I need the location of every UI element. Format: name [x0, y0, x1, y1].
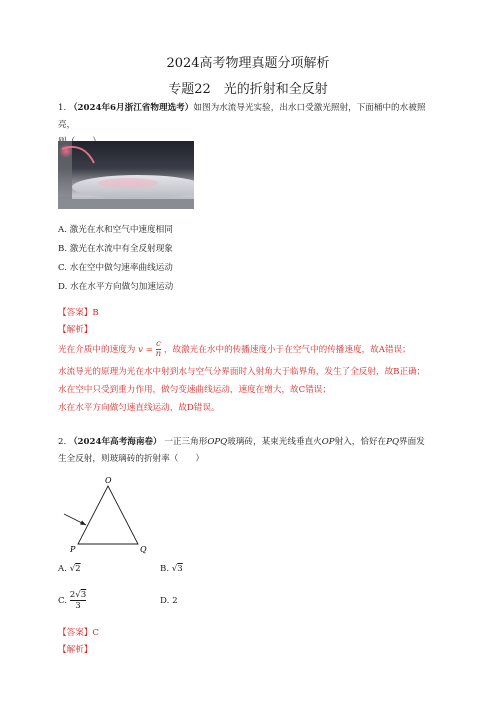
- q1-option-b: B. 激光在水流中有全反射现象: [58, 244, 173, 254]
- option-value: 2: [172, 596, 178, 606]
- vertex-q-label: Q: [140, 545, 147, 554]
- q2-stem-text: 界面发: [398, 437, 425, 447]
- q1-answer: 【答案】B: [58, 308, 99, 318]
- option-letter: D.: [160, 596, 170, 606]
- document-subtitle: 专题22 光的折射和全反射: [168, 82, 328, 97]
- q2-option-c: [58, 590, 86, 611]
- q1-experiment-photo: [58, 141, 194, 209]
- vertex-o-label: O: [105, 476, 112, 485]
- q1-analysis-label: 【解析】: [58, 325, 93, 335]
- ray-arrow-icon: [80, 521, 86, 526]
- option-letter: B.: [160, 564, 170, 574]
- option-letter: C.: [58, 596, 68, 606]
- analysis-text: ，故激光在水中的传播速度小于在空气中的传播速度，故A错误；: [163, 345, 411, 355]
- q2-source: （2024年高考海南卷）: [68, 437, 162, 447]
- q2-stem-line2: 生全反射，则玻璃砖的折射率（ ）: [58, 454, 205, 464]
- sqrt-icon: √: [69, 564, 76, 574]
- q2-option-d: [160, 595, 178, 607]
- fraction-2sqrt3-over-3: [70, 590, 86, 611]
- fraction-denominator: 3: [70, 600, 86, 611]
- q1-option-c: C. 水在空中做匀速率曲线运动: [58, 263, 173, 273]
- option-value: 2: [75, 564, 81, 574]
- q2-option-a: [58, 563, 81, 575]
- numerator-coefficient: 2: [69, 590, 76, 600]
- document-title: 2024高考物理真题分项解析: [166, 56, 330, 71]
- q2-side-pq: PQ: [386, 437, 399, 447]
- q1-number: 1.: [58, 103, 67, 113]
- sqrt-icon: √: [75, 590, 81, 600]
- q2-triangle-name: OPQ: [207, 437, 228, 447]
- q2-stem-text: 玻璃砖，某束光线垂直火: [227, 437, 322, 447]
- q2-stem: [58, 434, 442, 468]
- velocity-symbol: v: [138, 345, 143, 355]
- q1-analysis-line1: [58, 340, 411, 359]
- q2-answer: 【答案】C: [58, 628, 99, 638]
- q1-stem-line1: 如图为水流导光实验，出水口受激光照射，下面桶中的水被照亮，: [58, 103, 426, 130]
- q2-stem-text: 一正三角形: [164, 437, 208, 447]
- q1-source: （2024年6月浙江省物理选考）: [68, 103, 194, 113]
- vertex-p-label: P: [70, 545, 76, 554]
- fraction-numerator: [70, 590, 86, 600]
- q2-option-b: [160, 563, 183, 575]
- fraction-denominator: n: [155, 349, 162, 359]
- fraction-numerator: c: [155, 339, 161, 349]
- q1-photo-drawing: [58, 141, 194, 209]
- q2-triangle-diagram: [58, 474, 168, 556]
- q1-option-d: D. 水在水平方向做匀加速运动: [58, 282, 174, 292]
- q1-analysis-line2: 水流导光的原理为光在水中射到水与空气分界面时入射角大于临界角，发生了全反射，故B正确；: [58, 367, 426, 377]
- q1-analysis-line4: 水在水平方向做匀速直线运动，故D错误。: [58, 403, 220, 413]
- option-letter: A.: [58, 564, 67, 574]
- analysis-text: 光在介质中的速度为: [58, 345, 136, 355]
- equals-sign: =: [145, 345, 153, 355]
- q2-analysis-label: 【解析】: [58, 645, 93, 655]
- fraction-c-over-n: [156, 340, 162, 359]
- q2-side-op: OP: [321, 437, 335, 447]
- q2-number: 2.: [58, 437, 67, 447]
- q1-analysis-line3: 水在空中只受到重力作用，做匀变速曲线运动，速度在增大，故C错误；: [58, 385, 331, 395]
- numerator-radicand: 3: [80, 590, 87, 600]
- q2-stem-text: 射入，恰好在: [334, 437, 387, 447]
- q1-option-a: A. 激光在水和空气中速度相同: [58, 225, 173, 235]
- triangle-opq: [78, 486, 138, 544]
- sqrt-icon: √: [171, 564, 178, 574]
- option-value: 3: [177, 564, 183, 574]
